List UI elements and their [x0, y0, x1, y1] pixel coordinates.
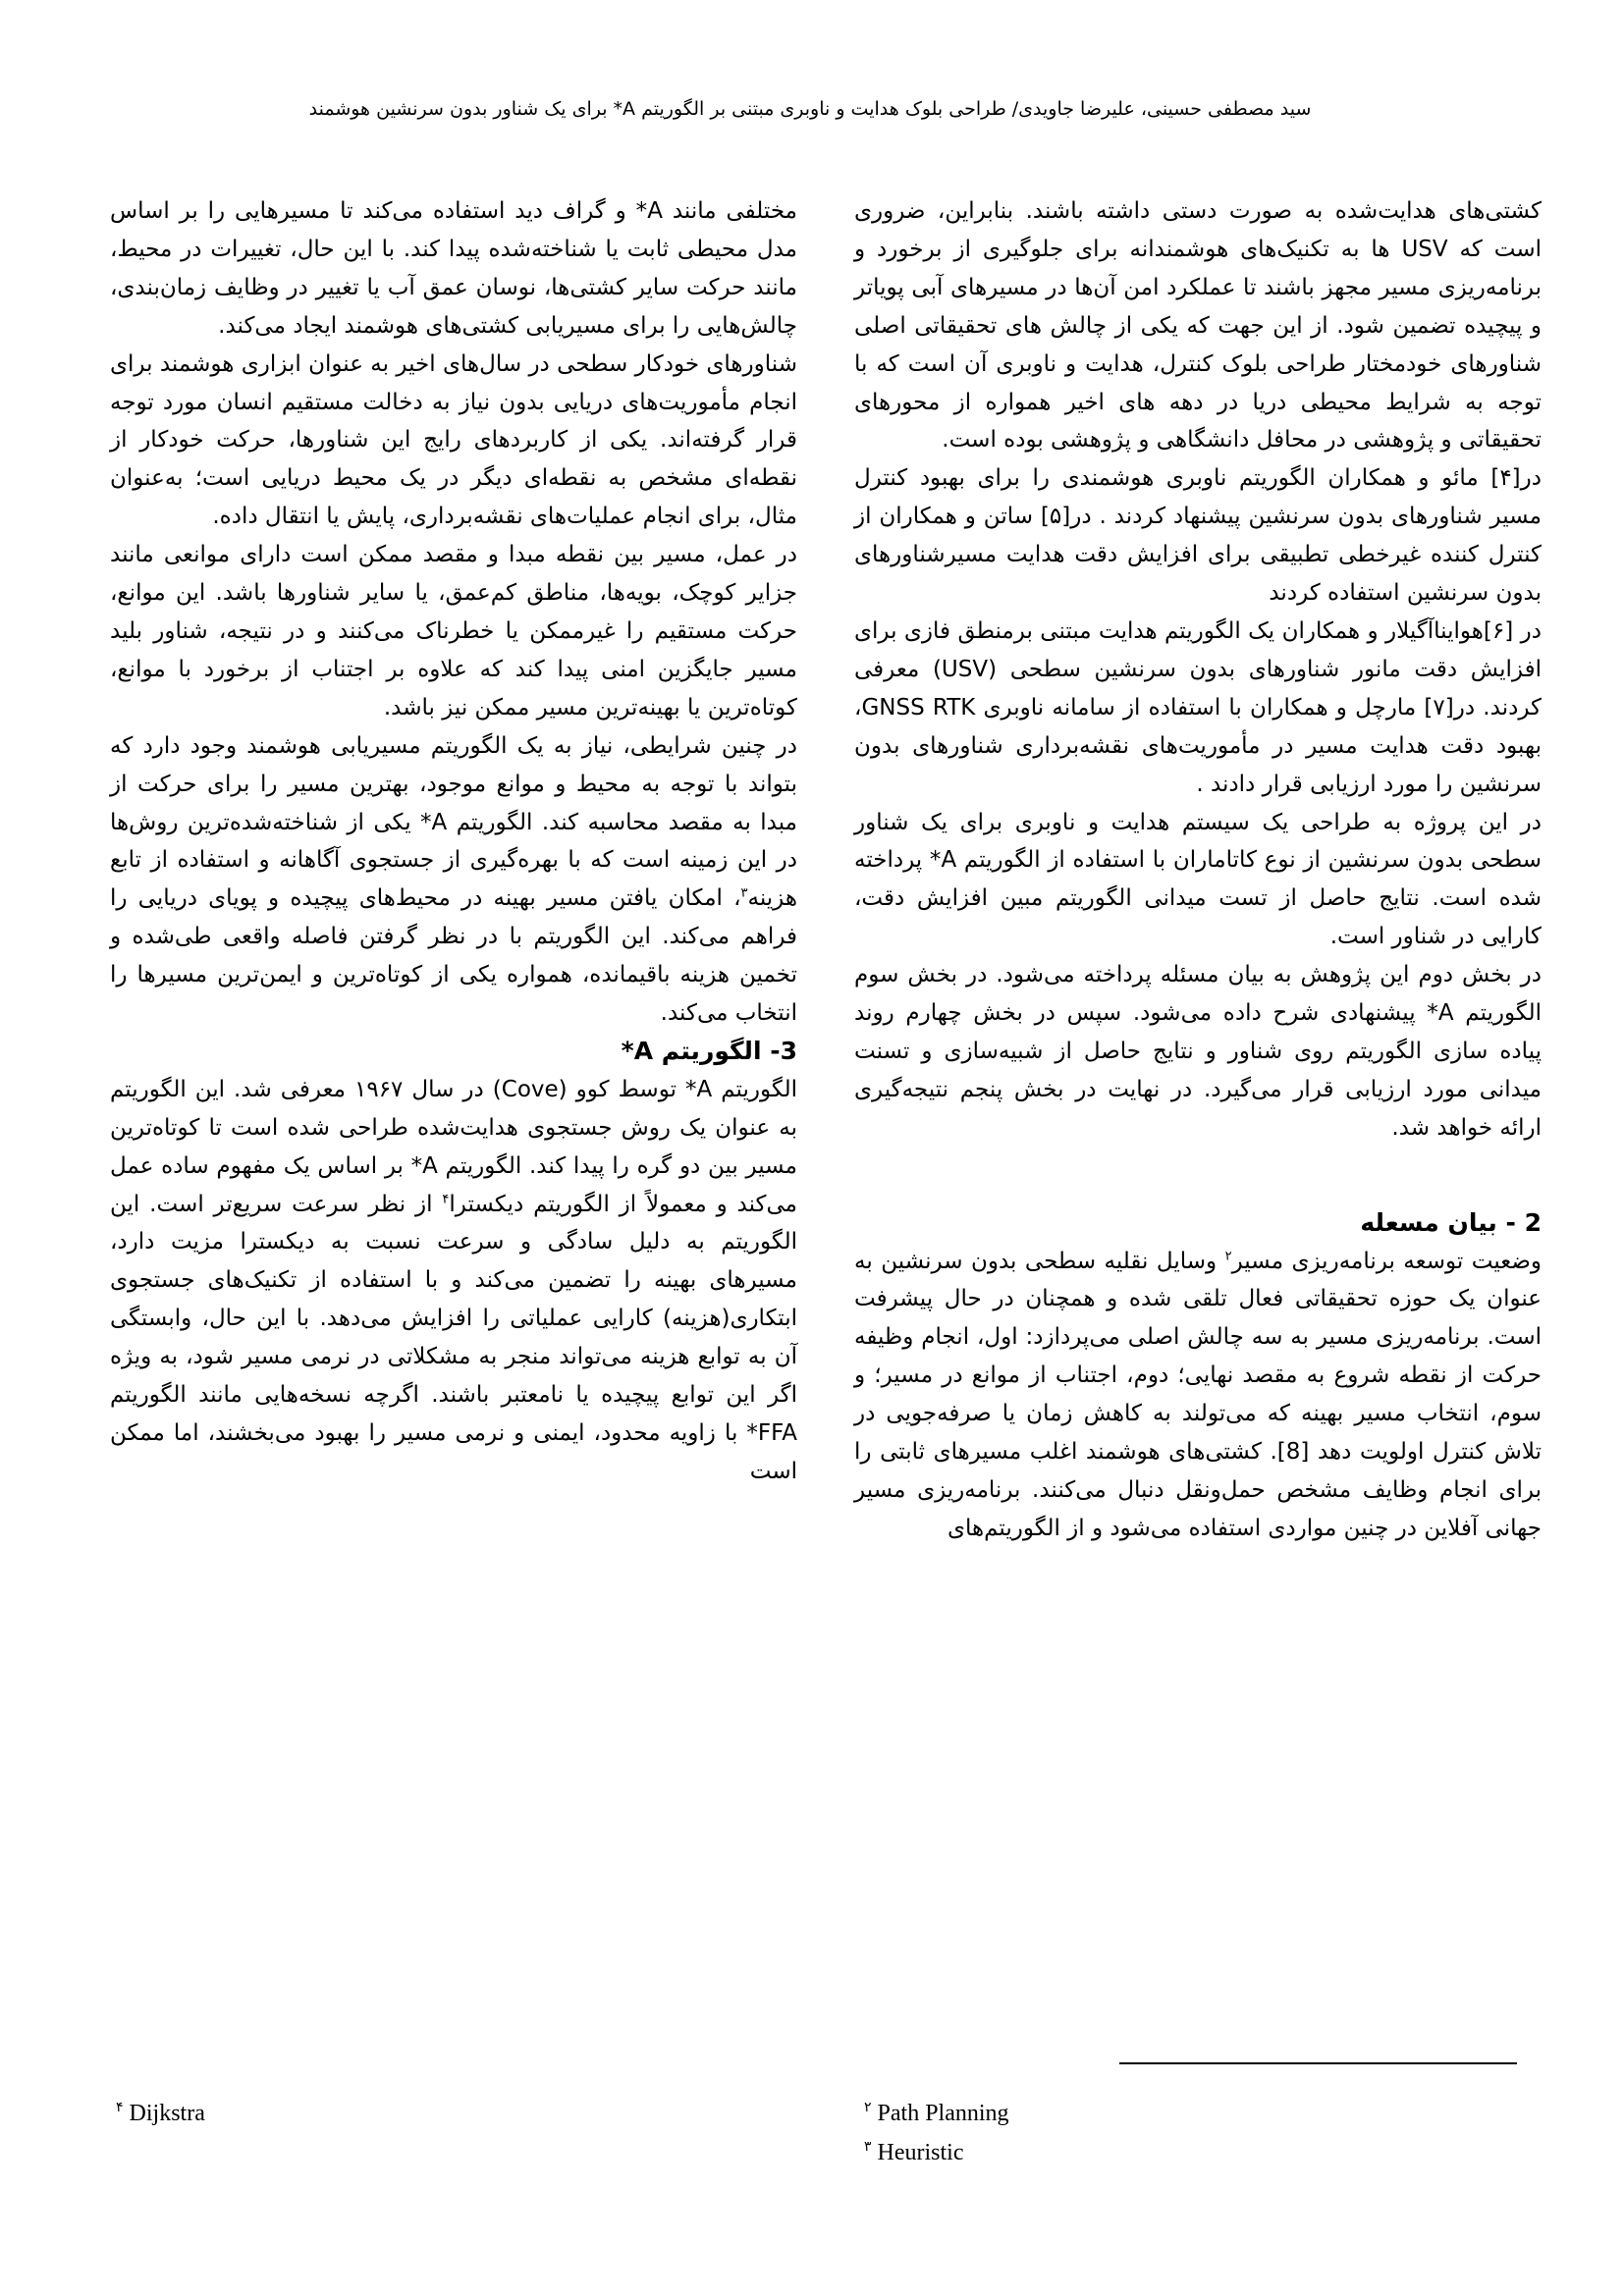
text: از نظر سرعت سریع‌تر است. این الگوریتم به دلیل سادگی و سرعت نسبت به دیکسترا مزیت دارد، مسیرهای بهینه را تضمین می‌کند و با استفاده از تکنیک‌های جستجوی ابتکاری(هزینه) کارایی عملیاتی را افزایش می‌دهد. با این حال، وابستگی آن به توابع هزینه می‌تواند منجر به مشکلاتی در نرمی مسیر شود، به ویژه اگر این توابع پیچیده یا نامعتبر باشند. اگرچه نسخه‌هایی مانند الگوریتم FFA* با زاویه محدود، ایمنی و نرمی مسیر را بهبود می‌بخشند، اما ممکن است [110, 1191, 797, 1484]
text: وضعیت توسعه برنامه‌ریزی مسیر [1231, 1248, 1542, 1274]
paragraph: در[۴] مائو و همکاران الگوریتم ناوبری هوشمندی را برای بهبود کنترل مسیر شناورهای بدون سرنشین پیشنهاد کردند . در[۵] ساتن و همکاران از کنترل کننده غیرخطی تطبیقی برای افزایش دقت هدایت مسیرشناورهای بدون سرنشین استفاده کردند [854, 465, 1542, 607]
text: وسایل نقلیه سطحی بدون سرنشین به عنوان یک حوزه تحقیقاتی فعال تلقی شده و همچنان در حال پیشرفت است. برنامه‌ریزی مسیر به سه چالش اصلی می‌پردازد: اول، انجام وظیفه حرکت از نقطه شروع به مقصد نهایی؛ دوم، اجتناب از موانع در مسیر؛ و سوم، انتخاب مسیر بهینه که می‌تولند به کاهش زمان یا صرفه‌جویی در تلاش کنترل اولویت دهد [8]. کشتی‌های هوشمند اغلب مسیرهای ثابتی را برای انجام وظایف مشخص حمل‌ونقل دنبال می‌کنند. برنامه‌ریزی مسیر جهانی آفلاین در چنین مواردی استفاده می‌شود و از الگوریتم‌های [854, 1248, 1543, 1541]
footnote-number: ۳ [864, 2139, 872, 2155]
paragraph: در عمل، مسیر بین نقطه مبدا و مقصد ممکن است دارای موانعی مانند جزایر کوچک، بویه‌ها، مناطق کم‌عمق، یا سایر شناورها باشد. این موانع، حرکت مستقیم را غیرممکن یا خطرناک می‌کنند و در نتیجه، شناور بلید مسیر جایگزین امنی پیدا کند که علاوه بر اجتناب از برخورد با موانع، کوتاه‌ترین یا بهینه‌ترین مسیر ممکن نیز باشد. [110, 542, 797, 721]
footnotes-right [864, 2091, 1009, 2169]
section-heading-2: 2 - بیان مسعله [1360, 1207, 1542, 1237]
footnote-marker: ۳ [740, 885, 748, 901]
paragraph [854, 1243, 1542, 1548]
section-heading-3: 3- الگوریتم A* [621, 1036, 797, 1065]
paragraph [110, 727, 797, 1033]
section-spacer [854, 1148, 1542, 1204]
footnote-number: ۲ [864, 2100, 872, 2115]
footnote-text: Dijkstra [129, 2101, 205, 2126]
left-column [110, 192, 797, 1491]
footnote [864, 2130, 1009, 2169]
footnote-number: ۴ [116, 2100, 124, 2115]
footnote [116, 2091, 205, 2130]
footnote-divider [1119, 2062, 1517, 2064]
running-header: سید مصطفی حسینی، علیرضا جاویدی/ طراحی بلوک هدایت و ناوبری مبتنی بر الگوریتم A* برای یک شناور بدون سرنشین هوشمند [308, 98, 1312, 120]
paragraph: در بخش دوم این پژوهش به بیان مسئله پرداخته می‌شود. در بخش سوم الگوریتم A* پیشنهادی شرح داده می‌شود. سپس در بخش چهارم روند پیاده سازی الگوریتم روی شناور و نتایج حاصل از شبیه‌سازی و تسنت میدانی مورد ارزیابی قرار می‌گیرد. در نهایت در بخش پنجم نتیجه‌گیری ارائه خواهد شد. [854, 962, 1542, 1141]
text: ، امکان یافتن مسیر بهینه در محیط‌های پیچیده و پویای دریایی را فراهم می‌کند. این الگوریتم با در نظر گرفتن فاصله واقعی طی‌شده و تخمین هزینه باقیمانده، همواره یکی از کوتاه‌ترین و ایمن‌ترین مسیرها را انتخاب می‌کند. [110, 885, 797, 1027]
paragraph [110, 1071, 797, 1491]
text: الگوریتم A* توسط کوو (Cove) در سال ۱۹۶۷ معرفی شد. این الگوریتم به عنوان یک روش جستجوی هدایت‌شده طراحی شده است تا کوتاه‌ترین مسیر بین دو گره را پیدا کند. الگوریتم A* بر اساس یک مفهوم ساده عمل می‌کند و معمولاً از الگوریتم دیکسترا [110, 1076, 797, 1217]
paragraph: در [۶]هوایناآگیلار و همکاران یک الگوریتم هدایت مبتنی برمنطق فازی برای افزایش دقت مانور شناورهای بدون سرنشین سطحی (USV) معرفی کردند. در[۷] مارچل و همکاران با استفاده از سامانه ناوبری GNSS RTK، بهبود دقت هدایت مسیر در مأموریت‌های نقشه‌برداری شناورهای بدون سرنشین را مورد ارزیابی قرار دادند . [854, 617, 1542, 797]
paragraph: شناورهای خودکار سطحی در سال‌های اخیر به عنوان ابزاری هوشمند برای انجام مأموریت‌های دریایی بدون نیاز به دخالت مستقیم انسان مورد توجه قرار گرفته‌اند. یکی از کاربردهای رایج این شناورها، حرکت خودکار از نقطه‌ای مشخص به نقطه‌ای دیگر در یک محیط دریایی است؛ به‌عنوان مثال، برای انجام عملیات‌های نقشه‌برداری، پایش یا انتقال داده. [110, 350, 797, 530]
right-column [854, 192, 1542, 1548]
paragraph: مختلفی مانند A* و گراف دید استفاده می‌کند تا مسیرهایی را بر اساس مدل محیطی ثابت یا شناخته‌شده پیدا کند. با این حال، تغییرات در محیط، مانند حرکت سایر کشتی‌ها، نوسان عمق آب یا تغییر در وظایف زمان‌بندی، چالش‌هایی را برای مسیریابی کشتی‌های هوشمند ایجاد می‌کند. [110, 198, 798, 339]
text: در چنین شرایطی، نیاز به یک الگوریتم مسیریابی هوشمند وجود دارد که بتواند با توجه به محیط و موانع موجود، بهترین مسیر را برای حرکت از مبدا به مقصد محاسبه کند. الگوریتم A* یکی از شناخته‌شده‌ترین روش‌ها در این زمینه است که با بهره‌گیری از جستجوی آگاهانه و استفاده از تابع هزینه [110, 732, 798, 912]
footnotes-left [116, 2091, 205, 2130]
paragraph: در این پروژه به طراحی یک سیستم هدایت و ناوبری برای یک شناور سطحی بدون سرنشین از نوع کاتاماران با استفاده از الگوریتم A* پرداخته شده است. نتایج حاصل از تست میدانی الگوریتم مبین افزایش دقت، کارایی در شناور است. [854, 809, 1542, 950]
footnote-text: Heuristic [877, 2140, 964, 2165]
footnote-marker: ۲ [1224, 1248, 1232, 1263]
paragraph: کشتی‌های هدایت‌شده به صورت دستی داشته باشند. بنابراین، ضروری است که USV ها به تکنیک‌های هوشمندانه برای جلوگیری از برخورد و برنامه‌ریزی مسیر مجهز باشند تا عملکرد امن آن‌ها در مسیرهای آبی پویاتر و پیچیده تضمین شود. از این جهت که یکی از چالش های تحقیقاتی اصلی شناورهای خودمختار طراحی بلوک کنترل، هدایت و ناوبری آن است که با توجه به شرایط محیطی دریا در دهه های اخیر همواره از محورهای تحقیقاتی و پژوهشی در محافل دانشگاهی و پژوهشی بوده است. [854, 198, 1542, 454]
footnote [864, 2091, 1009, 2130]
footnote-marker: ۴ [442, 1191, 450, 1206]
footnote-text: Path Planning [877, 2101, 1009, 2126]
